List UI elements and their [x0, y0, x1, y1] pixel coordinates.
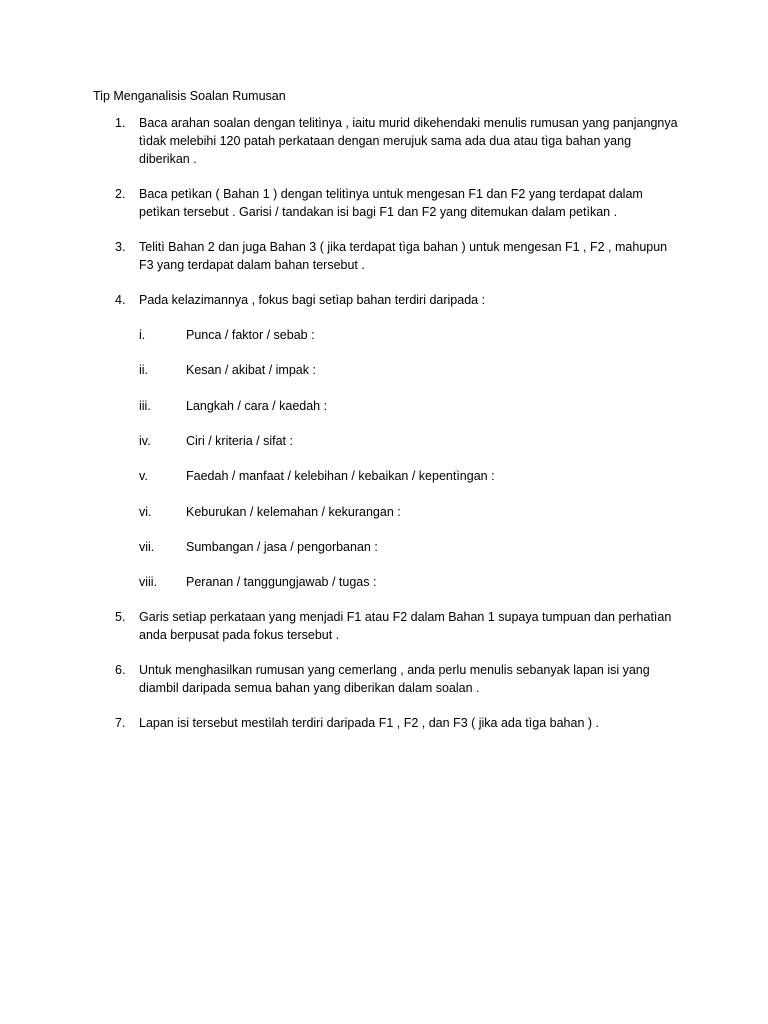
sub-item-numeral: iv.: [139, 434, 151, 448]
list-item-number: 2.: [115, 187, 126, 201]
sub-item-numeral: ii.: [139, 363, 149, 377]
list-item-number: 1.: [115, 116, 126, 130]
list-item-text: Lapan isi tersebut mestìlah terdiri daripada F1 , F2 , dan F3 ( jika ada tìga bahan ) .: [139, 716, 599, 730]
sub-item-numeral: viii.: [139, 575, 158, 589]
sub-item-text: Ciri / kriteria / sifat :: [186, 434, 293, 448]
list-item-number: 6.: [115, 663, 126, 677]
sub-item-numeral: i.: [139, 328, 146, 342]
list-item-number: 4.: [115, 293, 126, 307]
sub-item-text: Punca / faktor / sebab :: [186, 328, 315, 342]
sub-item-text: Langkah / cara / kaedah :: [186, 399, 328, 413]
sub-item-text: Sumbangan / jasa / pengorbanan :: [186, 540, 378, 554]
sub-item-numeral: vi.: [139, 505, 152, 519]
list-item-text: Baca petìkan ( Bahan 1 ) dengan telitìnya untuk mengesan F1 dan F2 yang terdapat dalam petìkan tersebut . Garisi / tandakan isi bagi F1 dan F2 yang ditemukan dalam petìkan .: [139, 187, 643, 219]
sub-item-numeral: vii.: [139, 540, 155, 554]
sub-item-text: Kesan / akibat / impak :: [186, 363, 316, 377]
list-item-text: Baca arahan soalan dengan telitìnya , iaitu murid dikehendaki menulis rumusan yang panjangnya tìdak melebihi 120 patah perkataan dengan merujuk sama ada dua atau tìga bahan yang diberikan .: [139, 116, 678, 166]
sub-item-text: Keburukan / kelemahan / kekurangan :: [186, 505, 401, 519]
sub-item-numeral: iii.: [139, 399, 151, 413]
sub-item-text: Faedah / manfaat / kelebihan / kebaikan / kepentìngan :: [186, 469, 495, 483]
list-item-text: Telitì Bahan 2 dan juga Bahan 3 ( jika terdapat tìga bahan ) untuk mengesan F1 , F2 , mahupun F3 yang terdapat dalam bahan tersebut .: [139, 240, 668, 272]
sub-item-text: Peranan / tanggungjawab / tugas :: [186, 575, 377, 589]
document-title: Tip Menganalisis Soalan Rumusan: [93, 89, 286, 103]
list-item-number: 7.: [115, 716, 126, 730]
list-item-text: Untuk menghasilkan rumusan yang cemerlang , anda perlu menulis sebanyak lapan isi yang diambil daripada semua bahan yang diberikan dalam soalan .: [139, 663, 650, 695]
sub-item-numeral: v.: [139, 469, 148, 483]
list-item-number: 5.: [115, 610, 126, 624]
list-item-number: 3.: [115, 240, 126, 254]
list-item-text: Garis setìap perkataan yang menjadi F1 atau F2 dalam Bahan 1 supaya tumpuan dan perhatìan anda berpusat pada fokus tersebut .: [139, 610, 672, 642]
list-item-text: Pada kelazimannya , fokus bagi setìap bahan terdiri daripada :: [139, 293, 486, 307]
